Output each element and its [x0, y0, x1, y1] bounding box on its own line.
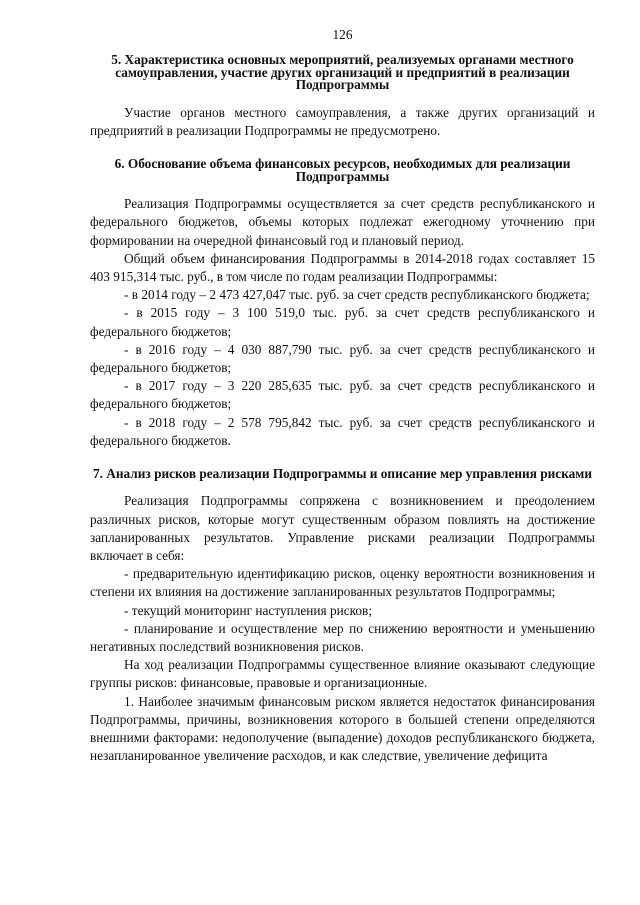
section-6-heading: 6. Обоснование объема финансовых ресурсов, необходимых для реализации Подпрограммы: [114, 156, 571, 184]
section-7-paragraph-2: 1. Наиболее значимым финансовым риском является недостаток финансирования Подпрограммы, причины, возникновения которого в большей степени определяются внешними факторами: недополучение (выпадение) доходов республиканского бюджета, незапланированное увеличение расходов, и как следствие, увеличение дефицита: [90, 693, 595, 764]
page-number: 126: [332, 27, 353, 42]
section-6-paragraph-2: Общий объем финансирования Подпрограммы в 2014-2018 годах составляет 15 403 915,314 тыс. руб., в том числе по годам реализации Подпрограммы:: [90, 250, 595, 284]
section-7-paragraph-1: На ход реализации Подпрограммы существенное влияние оказывают следующие группы рисков: финансовые, правовые и организационные.: [90, 657, 595, 691]
section-5: [90, 54, 595, 140]
section-7: [90, 465, 595, 766]
funding-item-2014: - в 2014 году – 2 473 427,047 тыс. руб. за счет средств республиканского бюджета;: [124, 287, 590, 303]
risk-measure-item-3: - планирование и осуществление мер по снижению вероятности и уменьшению негативных последствий возникновения рисков.: [90, 620, 595, 655]
funding-item-2015: - в 2015 году – 3 100 519,0 тыс. руб. за счет средств республиканского и федерального бюджетов;: [90, 305, 595, 339]
funding-item-2017: - в 2017 году – 3 220 285,635 тыс. руб. за счет средств республиканского и федерального бюджетов;: [90, 378, 595, 412]
section-7-heading: 7. Анализ рисков реализации Подпрограммы и описание мер управления рисками: [92, 465, 593, 481]
funding-item-2016: - в 2016 году – 4 030 887,790 тыс. руб. за счет средств республиканского и федерального бюджетов;: [90, 341, 595, 375]
document-page: [90, 26, 595, 766]
funding-item-2018: - в 2018 году – 2 578 795,842 тыс. руб. за счет средств республиканского и федерального бюджетов.: [90, 414, 595, 448]
section-5-paragraph: Участие органов местного самоуправления, а также других организаций и предприятий в реализации Подпрограммы не предусмотрено.: [90, 104, 595, 138]
section-6: [90, 158, 595, 450]
section-5-heading: 5. Характеристика основных мероприятий, реализуемых органами местного самоуправления, участие других организаций и предприятий в реализации Подпрограммы: [111, 52, 574, 93]
section-7-intro: Реализация Подпрограммы сопряжена с возникновением и преодолением различных рисков, которые могут существенным образом повлиять на достижение запланированных результатов. Управление рисками реализации Подпрограммы включает в себя:: [90, 493, 595, 564]
risk-measure-item-1: - предварительную идентификацию рисков, оценку вероятности возникновения и степени их влияния на достижение запланированных результатов Подпрограммы;: [90, 566, 595, 600]
risk-measure-item-2: - текущий мониторинг наступления рисков;: [124, 602, 373, 618]
section-6-paragraph-1: Реализация Подпрограммы осуществляется за счет средств республиканского и федерального бюджетов, объемы которых подлежат ежегодному уточнению при формировании на очередной финансовый год и плановый период.: [90, 196, 595, 248]
